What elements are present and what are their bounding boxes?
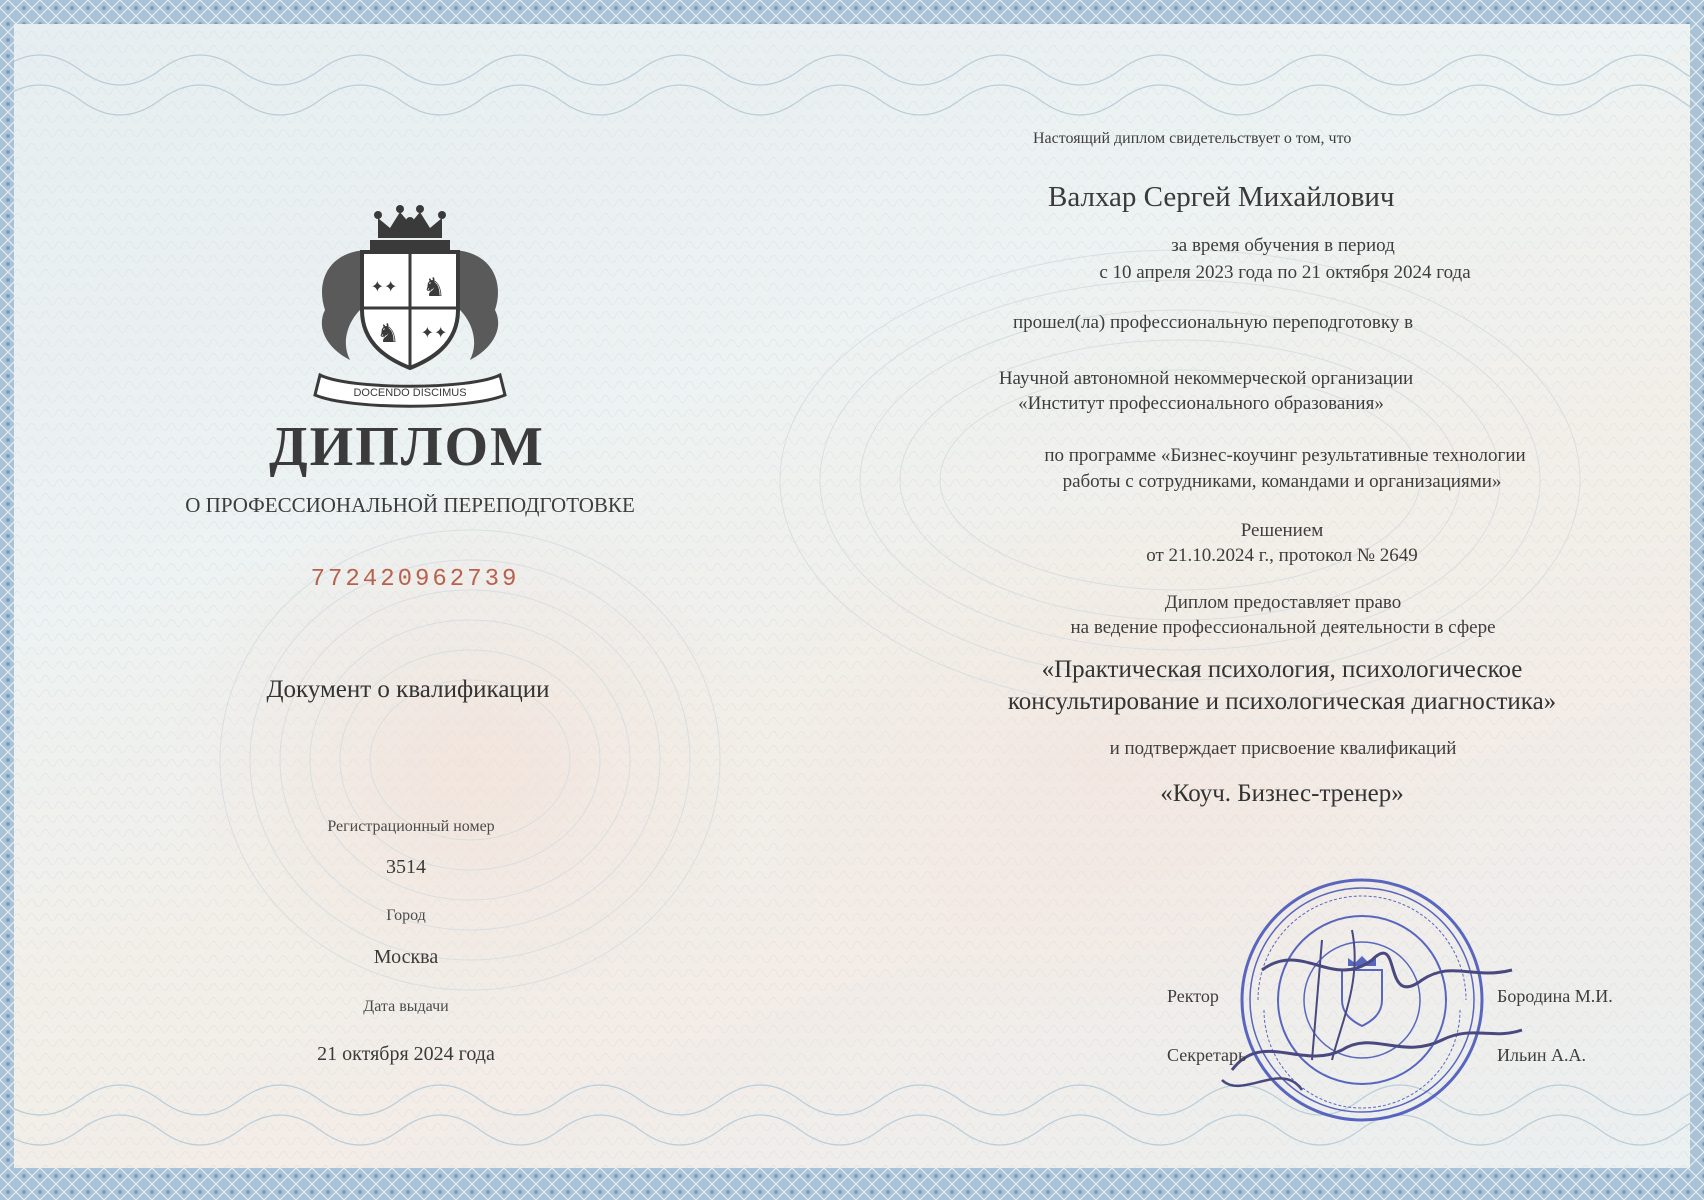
document-type: Документ о квалификации (266, 676, 550, 703)
registration-number: 3514 (386, 856, 426, 878)
diploma-subtitle: О ПРОФЕССИОНАЛЬНОЙ ПЕРЕПОДГОТОВКЕ (185, 493, 635, 517)
study-period-dates: с 10 апреля 2023 года по 21 октября 2024 года (1099, 262, 1471, 283)
rector-name: Бородина М.И. (1497, 986, 1613, 1006)
sphere-line1: «Практическая психология, психологическое (1041, 656, 1523, 683)
decision-detail: от 21.10.2024 г., протокол № 2649 (1146, 545, 1418, 566)
city-value: Москва (373, 946, 439, 968)
crest-motto: DOCENDO DISCIMUS (353, 387, 467, 399)
right-border (1690, 0, 1704, 1200)
program-line1: по программе «Бизнес-коучинг результативные технологии (1044, 445, 1526, 466)
organization-line2: «Институт профессионального образования» (1018, 393, 1384, 414)
rector-label: Ректор (1167, 986, 1219, 1006)
program-line2: работы с сотрудниками, командами и организациями» (1062, 471, 1502, 492)
top-border (0, 0, 1704, 24)
diploma-title: ДИПЛОМ (269, 416, 545, 478)
svg-text:✦✦: ✦✦ (420, 325, 448, 342)
issue-date: 21 октября 2024 года (317, 1043, 495, 1065)
secretary-label: Секретарь (1167, 1045, 1247, 1065)
completed-statement: прошел(ла) профессиональную переподготовку в (1012, 312, 1414, 333)
statement-intro: Настоящий диплом свидетельствует о том, что (1033, 130, 1352, 147)
registration-label: Регистрационный номер (327, 818, 495, 835)
city-label: Город (386, 907, 426, 924)
confirms-statement: и подтверждает присвоение квалификаций (1109, 738, 1457, 759)
sphere-line2: консультирование и психологическая диагностика» (1007, 688, 1557, 715)
serial-number: 772420962739 (310, 566, 520, 593)
svg-text:✦✦: ✦✦ (370, 279, 398, 296)
bottom-border (0, 1168, 1704, 1200)
organization-line1: Научной автономной некоммерческой организации (998, 368, 1414, 389)
decision-label: Решением (1240, 520, 1324, 541)
qualification: «Коуч. Бизнес-тренер» (1160, 780, 1404, 807)
left-border (0, 0, 14, 1200)
rights-line2: на ведение профессиональной деятельности в сфере (1070, 617, 1496, 638)
secretary-name: Ильин А.А. (1497, 1045, 1586, 1065)
svg-text:♞: ♞ (376, 319, 400, 348)
rights-line1: Диплом предоставляет право (1164, 592, 1402, 613)
issue-date-label: Дата выдачи (363, 998, 449, 1015)
graduate-name: Валхар Сергей Михайлович (1048, 181, 1395, 213)
study-period-label: за время обучения в период (1171, 235, 1395, 256)
svg-text:♞: ♞ (422, 273, 446, 302)
